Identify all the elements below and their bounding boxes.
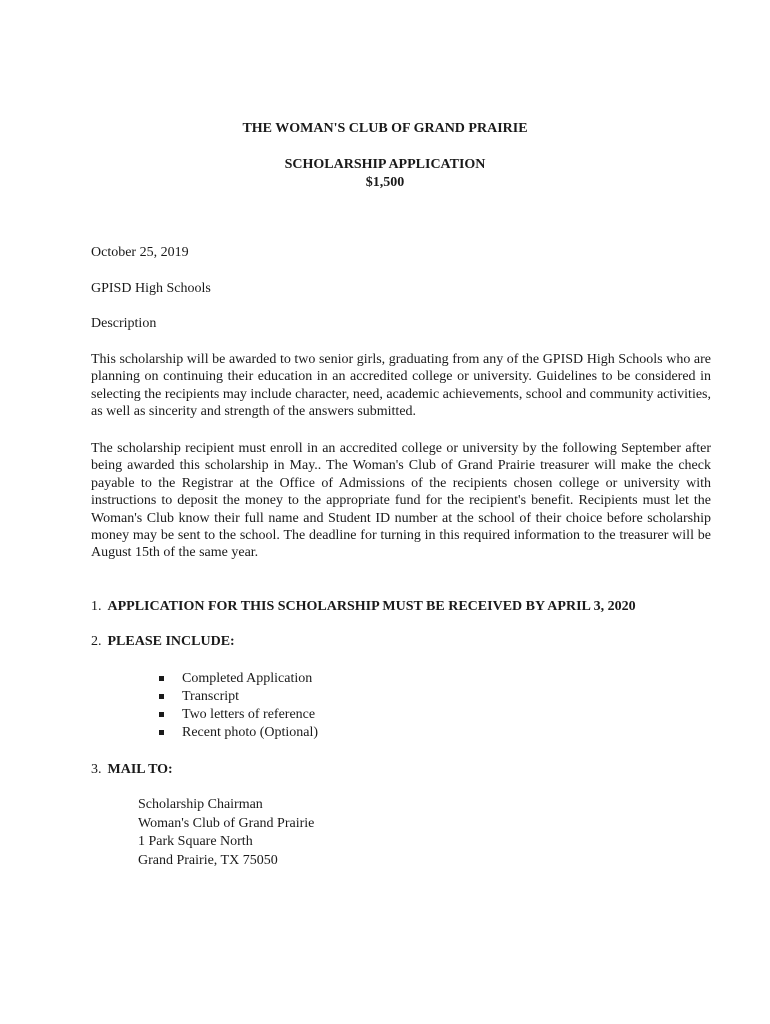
description-paragraph: This scholarship will be awarded to two senior girls, graduating from any of the GPISD High Schools who are planning on continuing their education in an accredited college or university. Guidelines to be considered in selecting the recipients may include character, need, academic achievements, school and community activities, as well as sincerity and strength of the answers submitted. — [91, 352, 711, 420]
list-item: Transcript — [157, 688, 318, 706]
item-number: 3. — [91, 762, 102, 777]
organization-title: THE WOMAN'S CLUB OF GRAND PRAIRIE — [242, 121, 528, 136]
address-line: Scholarship Chairman — [138, 797, 263, 812]
include-item — [91, 634, 235, 650]
document-title: SCHOLARSHIP APPLICATION — [284, 157, 486, 172]
list-item: Completed Application — [157, 670, 318, 688]
address-line: Grand Prairie, TX 75050 — [138, 852, 278, 868]
mailing-address — [138, 796, 314, 870]
address-line: Woman's Club of Grand Prairie — [138, 815, 315, 831]
item-text: APPLICATION FOR THIS SCHOLARSHIP MUST BE RECEIVED BY APRIL 3, 2020 — [107, 599, 636, 614]
list-item: Recent photo (Optional) — [157, 724, 318, 742]
document-date: October 25, 2019 — [91, 245, 189, 260]
recipient-paragraph: The scholarship recipient must enroll in an accredited college or university by the following September after being awarded this scholarship in May.. The Woman's Club of Grand Prairie treasurer will make the check payable to the Registrar at the Office of Admissions of the recipients chosen college or university with instructions to deposit the money to the appropriate fund for the recipient's benefit. Recipients must let the Woman's Club know their full name and Student ID number at the school of their choice before scholarship money may be sent to the school. The deadline for turning in this required information to the treasurer will be August 15th of the same year. — [91, 441, 711, 561]
include-list — [157, 670, 318, 742]
mail-to-item — [91, 762, 173, 778]
item-text: PLEASE INCLUDE: — [107, 634, 235, 649]
deadline-item — [91, 599, 636, 615]
item-number: 2. — [91, 634, 102, 649]
item-text: MAIL TO: — [107, 762, 173, 777]
address-line: 1 Park Square North — [138, 834, 253, 849]
list-item: Two letters of reference — [157, 706, 318, 724]
item-number: 1. — [91, 599, 102, 614]
description-label: Description — [91, 316, 157, 331]
schools-line: GPISD High Schools — [91, 281, 211, 296]
scholarship-amount: $1,500 — [365, 175, 405, 190]
